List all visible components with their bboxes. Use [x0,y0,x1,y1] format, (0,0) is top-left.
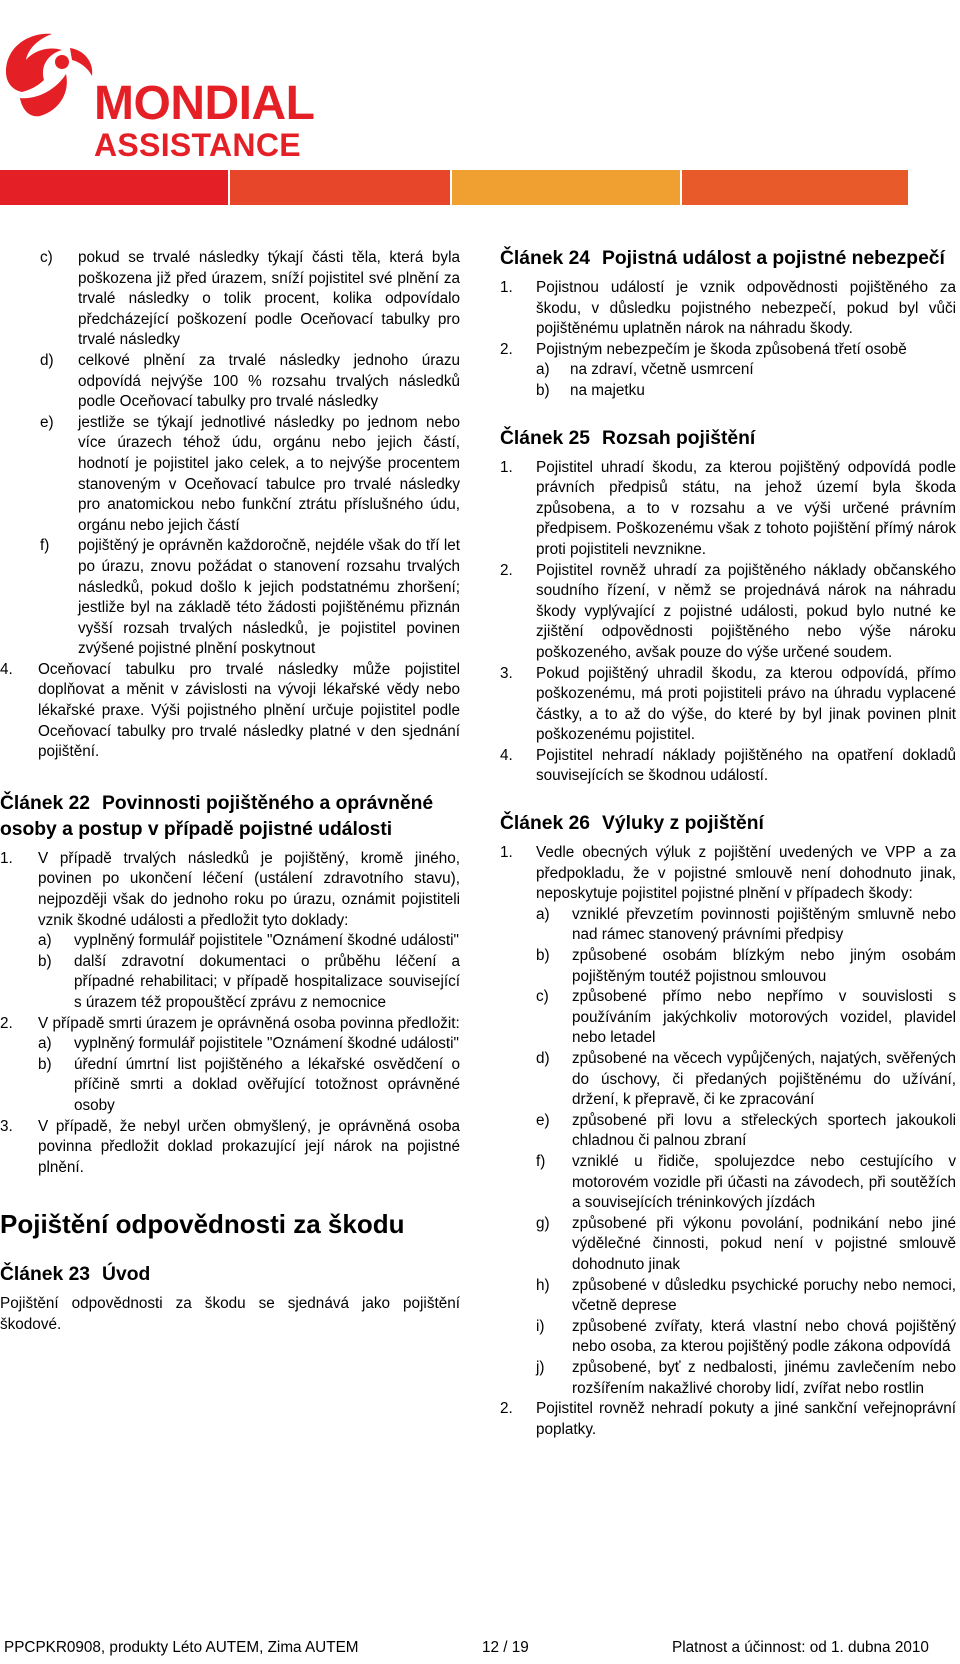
list-item: c) způsobené přímo nebo nepřímo v souvislosti s používáním jakýchkoliv motorových vozidel, plavidel nebo letadel [536,988,956,1047]
item-label: c) [40,249,53,266]
list-item [40,413,460,537]
item-label: f) [40,537,50,555]
list-item: 3. V případě, že nebyl určen obmyšlený, je oprávněná osoba povinna předložit doklad prokazující její nárok na pojistné plnění. [0,1117,460,1176]
list-item: a) vyplněný formulář pojistitele "Oznámení škodné události" [38,932,459,950]
list-item [0,660,460,763]
list-item [40,351,460,413]
list-item: a) vzniklé převzetím povinnosti pojištěným smluvně nebo nad rámec stanovený právními předpisy [536,905,956,944]
logo-name-line1: MONDIAL [94,77,315,130]
list-item: 1. Pojistitel uhradí škodu, za kterou pojištěný odpovídá podle právních předpisů státu, na jehož území byla škoda způsobena, a to v rozsahu a ve výši určené právním předpisem. Poškozenému však z tohoto pojištění přímý nárok proti pojistiteli nevznikne. [500,458,956,558]
item-text: pokud se trvalé následky týkají části těla, která byla poškozena již před úrazem, sníží pojistitel své plnění za trvalé následky o tolik procent, kolika odpovídalo předcházející poškození podle Oceňovací tabulky pro trvalé následky [78,249,460,349]
list-item: 1. Vedle obecných výluk z pojištění uvedených ve VPP a za předpokladu, že v pojistné smlouvě není dohodnuto jinak, neposkytuje pojistitel pojistné plnění v případech škody: [500,844,956,903]
list-item: 2. Pojistným nebezpečím je škoda způsobená třetí osobě [500,340,907,358]
list-item: b) úřední úmrtní list pojištěného a lékařské osvědčení o příčině smrti a doklad ověřující totožnost oprávněné osoby [38,1055,460,1114]
list-item: f) vzniklé u řidiče, spolujezdce nebo cestujícího v motorovém vozidle při účasti na závodech, při soutěžích a souvisejících tréninkových jízdách [536,1152,956,1212]
list-item: 2. Pojistitel rovněž nehradí pokuty a jiné sankční veřejnoprávní poplatky. [500,1400,956,1438]
item-text: Oceňovací tabulku pro trvalé následky může pojistitel doplňovat a měnit v závislosti na vývoji lékařské vědy nebo lékařské praxe. Výši pojistného plnění určuje pojistitel podle Oceňovací tabulky pro trvalé následky platné v den sjednání pojištění. [38,660,460,761]
list-item: 2. Pojistitel rovněž uhradí za pojištěného náklady občanského soudního řízení, v němž se projednává nárok na náhradu škody vyplývající z pojistné události, pokud bylo nutné ke zjištění odpovědnosti pojištěného nebo výše nároku poškozeného, avšak pouze do výše určené soudem. [500,561,956,661]
logo-name-line2: ASSISTANCE [94,127,301,163]
list-item: i) způsobené zvířaty, která vlastní nebo chová pojištěný nebo osoba, za kterou pojištěný podle zákona odpovídá [536,1317,956,1356]
article-23-heading: Článek 23 Úvod [0,1264,151,1286]
list-item: e) způsobené při lovu a střeleckých sportech jakoukoli chladnou či palnou zbraní [536,1111,956,1150]
list-item: 1. Pojistnou událostí je vznik odpovědnosti pojištěného za škodu, v důsledku pojistného nebezpečí, pokud byl vůči pojištěnému uplatněn nárok na náhradu škody. [500,279,956,338]
logo-mark-icon [0,28,100,128]
footer-document-id: PPCPKR0908, produkty Léto AUTEM, Zima AUTEM [4,1639,359,1656]
list-item [40,248,460,351]
color-band-segment-1 [0,170,228,205]
list-item: b) na majetku [536,381,645,399]
article-25-heading: Článek 25 Rozsah pojištění [500,427,756,449]
article-24-heading: Článek 24 Pojistná událost a pojistné nebezpečí [500,248,945,269]
list-item: j) způsobené, byť z nedbalosti, jinému zavlečením nebo rozšířením nakažlivé choroby lidí, zvířat nebo rostlin [536,1358,956,1397]
article-26-heading: Článek 26 Výluky z pojištění [500,813,764,835]
list-item: 4. Pojistitel nehradí náklady pojištěného na opatření dokladů souvisejících se škodnou událostí. [500,746,956,785]
right-column [500,246,956,1440]
item-label: d) [40,351,54,369]
item-text: celkové plnění za trvalé následky jednoho úrazu odpovídá nejvýše 100 % rozsahu trvalých následků podle Oceňovací tabulky pro trvalé následky [78,351,460,411]
list-item: d) způsobené na věcech vypůjčených, najatých, svěřených do úschovy, či předaných pojištěnému do užívání, držení, k přepravě, či ke zpracování [536,1050,956,1109]
left-column [0,248,460,1336]
list-item: 1. V případě trvalých následků je pojištěný, kromě jiného, povinen po ukončení léčení (ustálení zdravotního stavu), nejpozději však do jednoho roku po úrazu, oznámit pojistiteli vznik škodné události a předložit tyto doklady: [0,849,460,929]
section-heading: Pojištění odpovědnosti za škodu [0,1209,405,1240]
list-item: 3. Pokud pojištěný uhradil škodu, za kterou odpovídá, přímo poškozenému, má proti pojistiteli právo na úhradu vyplacené částky, a to až do výše, do které by byl jinak povinen plnit poškozenému pojistitel. [500,664,956,744]
list-item: b) způsobené osobám blízkým nebo jiným osobám pojištěným toutéž pojistnou smlouvou [536,947,956,985]
mondial-assistance-logo [0,28,360,163]
list-item [40,536,460,660]
color-band-segment-3 [452,170,680,205]
article-22-heading: Článek 22 Povinnosti pojištěného a oprávněné osoby a postup v případě pojistné události [0,792,434,840]
list-item: b) další zdravotní dokumentaci o průběhu léčení a případné rehabilitaci; v případě hospitalizace související s úrazem též propouštěcí zprávu z nemocnice [38,952,460,1011]
color-band-segment-4 [682,170,908,205]
footer-validity: Platnost a účinnost: od 1. dubna 2010 [672,1639,929,1656]
list-item: h) způsobené v důsledku psychické poruchy nebo nemoci, včetně deprese [536,1276,956,1315]
color-band-segment-2 [230,170,450,205]
item-text: pojištěný je oprávněn každoročně, nejdéle však do tří let po úrazu, znovu požádat o stanovení rozsahu trvalých následků, pokud došlo k jejich podstatnému zhoršení; jestliže byl na základě této žádosti pojištěnému přiznán vyšší rozsah trvalých následků, je pojistitel povinen zvýšené pojistné plnění poskytnout [78,537,460,658]
article-23-text: Pojištění odpovědnosti za škodu se sjednává jako pojištění škodové. [0,1295,460,1333]
item-label: 4. [0,660,13,678]
list-item: 2. V případě smrti úrazem je oprávněná osoba povinna předložit: [0,1014,460,1032]
item-text: jestliže se týkají jednotlivé následky po jednom nebo více úrazech téhož údu, orgánu nebo jejich částí, hodnotí je pojistitel jako celek, a to nejvýše procentem stanoveným v Oceňovací tabulce pro trvalé následky pro anatomickou nebo funkční ztrátu příslušného údu, orgánu nebo jejich částí [78,413,460,534]
footer-page-number: 12 / 19 [482,1639,529,1656]
list-item: a) na zdraví, včetně usmrcení [536,361,754,379]
item-label: e) [40,413,54,431]
list-item: a) vyplněný formulář pojistitele "Oznámení škodné události" [38,1035,459,1053]
list-item: g) způsobené při výkonu povolání, podnikání nebo jiné výdělečné činnosti, pokud není v pojistné smlouvě dohodnuto jinak [536,1214,956,1273]
